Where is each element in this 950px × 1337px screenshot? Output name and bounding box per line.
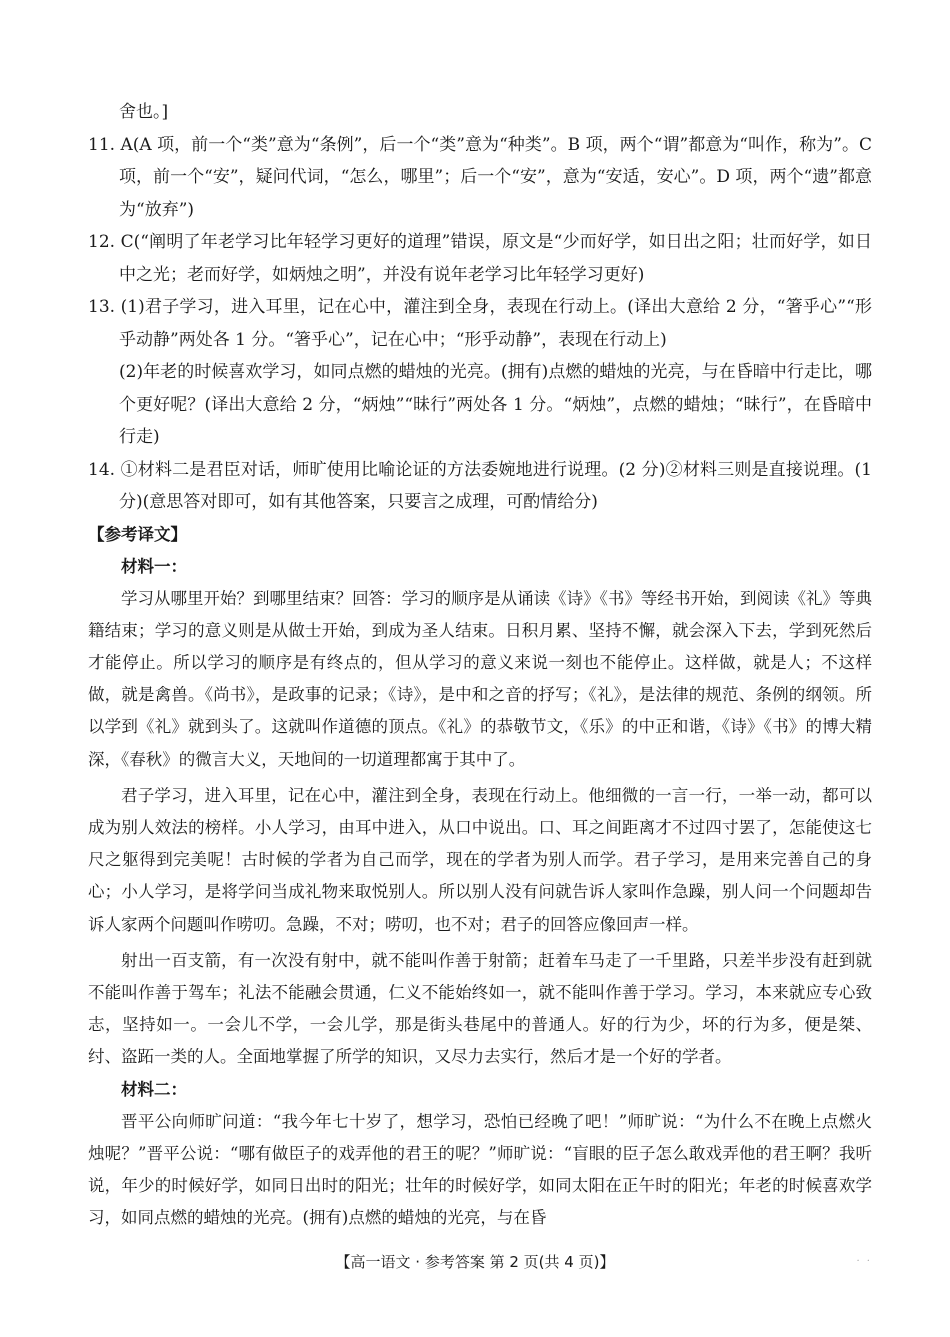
material-2-paragraph-1: 晋平公向师旷问道：“我今年七十岁了，想学习，恐怕已经晚了吧！”师旷说：“为什么不在晚上点燃火烛呢？”晋平公说：“哪有做臣子的戏弄他的君王的呢？”师旷说：“盲眼的臣子怎么敢戏弄他的君王啊？我听说，年少的时候好学，如同日出时的阳光；壮年的时候好学，如同太阳在正午时的阳光；年老的时候喜欢学习，如同点燃的蜡烛的光亮。(拥有)点燃的蜡烛的光亮，与在昏 (88, 1111, 872, 1228)
corner-mark: · · (856, 1256, 872, 1267)
material-2-title: 材料二： (121, 1079, 187, 1099)
answer-continuation: 舍也。] (119, 102, 169, 122)
translation-heading: 【参考译文】 (88, 524, 187, 544)
page-footer: 【高一语文 · 参考答案 第 2 页(共 4 页)】 (335, 1253, 615, 1271)
answer-14: 14. ①材料二是君臣对话，师旷使用比喻论证的方法委婉地进行说理。(2 分)②材料三则是直接说理。(1 分)(意思答对即可，如有其他答案，只要言之成理，可酌情给分) (88, 459, 872, 512)
material-1-paragraph-1: 学习从哪里开始？到哪里结束？回答：学习的顺序是从诵读《诗》《书》等经书开始，到阅读《礼》等典籍结束；学习的意义则是从做士开始，到成为圣人结束。日积月累、坚持不懈，就会深入下去，学到死然后才能停止。所以学习的顺序是有终点的，但从学习的意义来说一刻也不能停止。这样做，就是人；不这样做，就是禽兽。《尚书》，是政事的记录；《诗》，是中和之音的抒写；《礼》，是法律的规范、条例的纲领。所以学到《礼》就到头了。这就叫作道德的顶点。《礼》的恭敬节文，《乐》的中正和谐，《诗》《书》的博大精深，《春秋》的微言大义，天地间的一切道理都寓于其中了。 (88, 588, 872, 769)
page-content (88, 96, 872, 1234)
answer-11: 11. A(A 项，前一个“类”意为“条例”，后一个“类”意为“种类”。B 项，两个“谓”都意为“叫作，称为”。C 项，前一个“安”，疑问代词，“怎么，哪里”；后一个“安”，意为“安适，安心”。D 项，两个“遗”都意为“放弃”) (88, 134, 872, 220)
material-1-paragraph-3: 射出一百支箭，有一次没有射中，就不能叫作善于射箭；赶着车马走了一千里路，只差半步没有赶到就不能叫作善于驾车；礼法不能融会贯通，仁义不能始终如一，就不能叫作善于学习。学习，本来就应专心致志，坚持如一。一会儿不学，一会儿学，那是街头巷尾中的普通人。好的行为少，坏的行为多，便是桀、纣、盗跖一类的人。全面地掌握了所学的知识，又尽力去实行，然后才是一个好的学者。 (88, 950, 872, 1067)
answer-13-part2: (2)年老的时候喜欢学习，如同点燃的蜡烛的光亮。(拥有)点燃的蜡烛的光亮，与在昏暗中行走比，哪个更好呢？(译出大意给 2 分，“炳烛”“昧行”两处各 1 分。“炳烛”，点燃的蜡烛；“昧行”，在昏暗中行走) (119, 362, 872, 447)
material-1-title: 材料一： (121, 556, 187, 576)
answer-13-part1: 13. (1)君子学习，进入耳里，记在心中，灌注到全身，表现在行动上。(译出大意给 2 分，“箸乎心”“形乎动静”两处各 1 分。“箸乎心”，记在心中；“形乎动静”，表现在行动上) (88, 297, 872, 350)
material-1-paragraph-2: 君子学习，进入耳里，记在心中，灌注到全身，表现在行动上。他细微的一言一行，一举一动，都可以成为别人效法的榜样。小人学习，由耳中进入，从口中说出。口、耳之间距离才不过四寸罢了，怎能使这七尺之躯得到完美呢！古时候的学者为自己而学，现在的学者为别人而学。君子学习，是用来完善自己的身心；小人学习，是将学问当成礼物来取悦别人。所以别人没有问就告诉人家叫作急躁，别人问一个问题却告诉人家两个问题叫作唠叨。急躁，不对；唠叨，也不对；君子的回答应像回声一样。 (88, 785, 872, 934)
answer-12: 12. C(“阐明了年老学习比年轻学习更好的道理”错误，原文是“少而好学，如日出之阳；壮而好学，如日中之光；老而好学，如炳烛之明”，并没有说年老学习比年轻学习更好) (88, 232, 872, 285)
